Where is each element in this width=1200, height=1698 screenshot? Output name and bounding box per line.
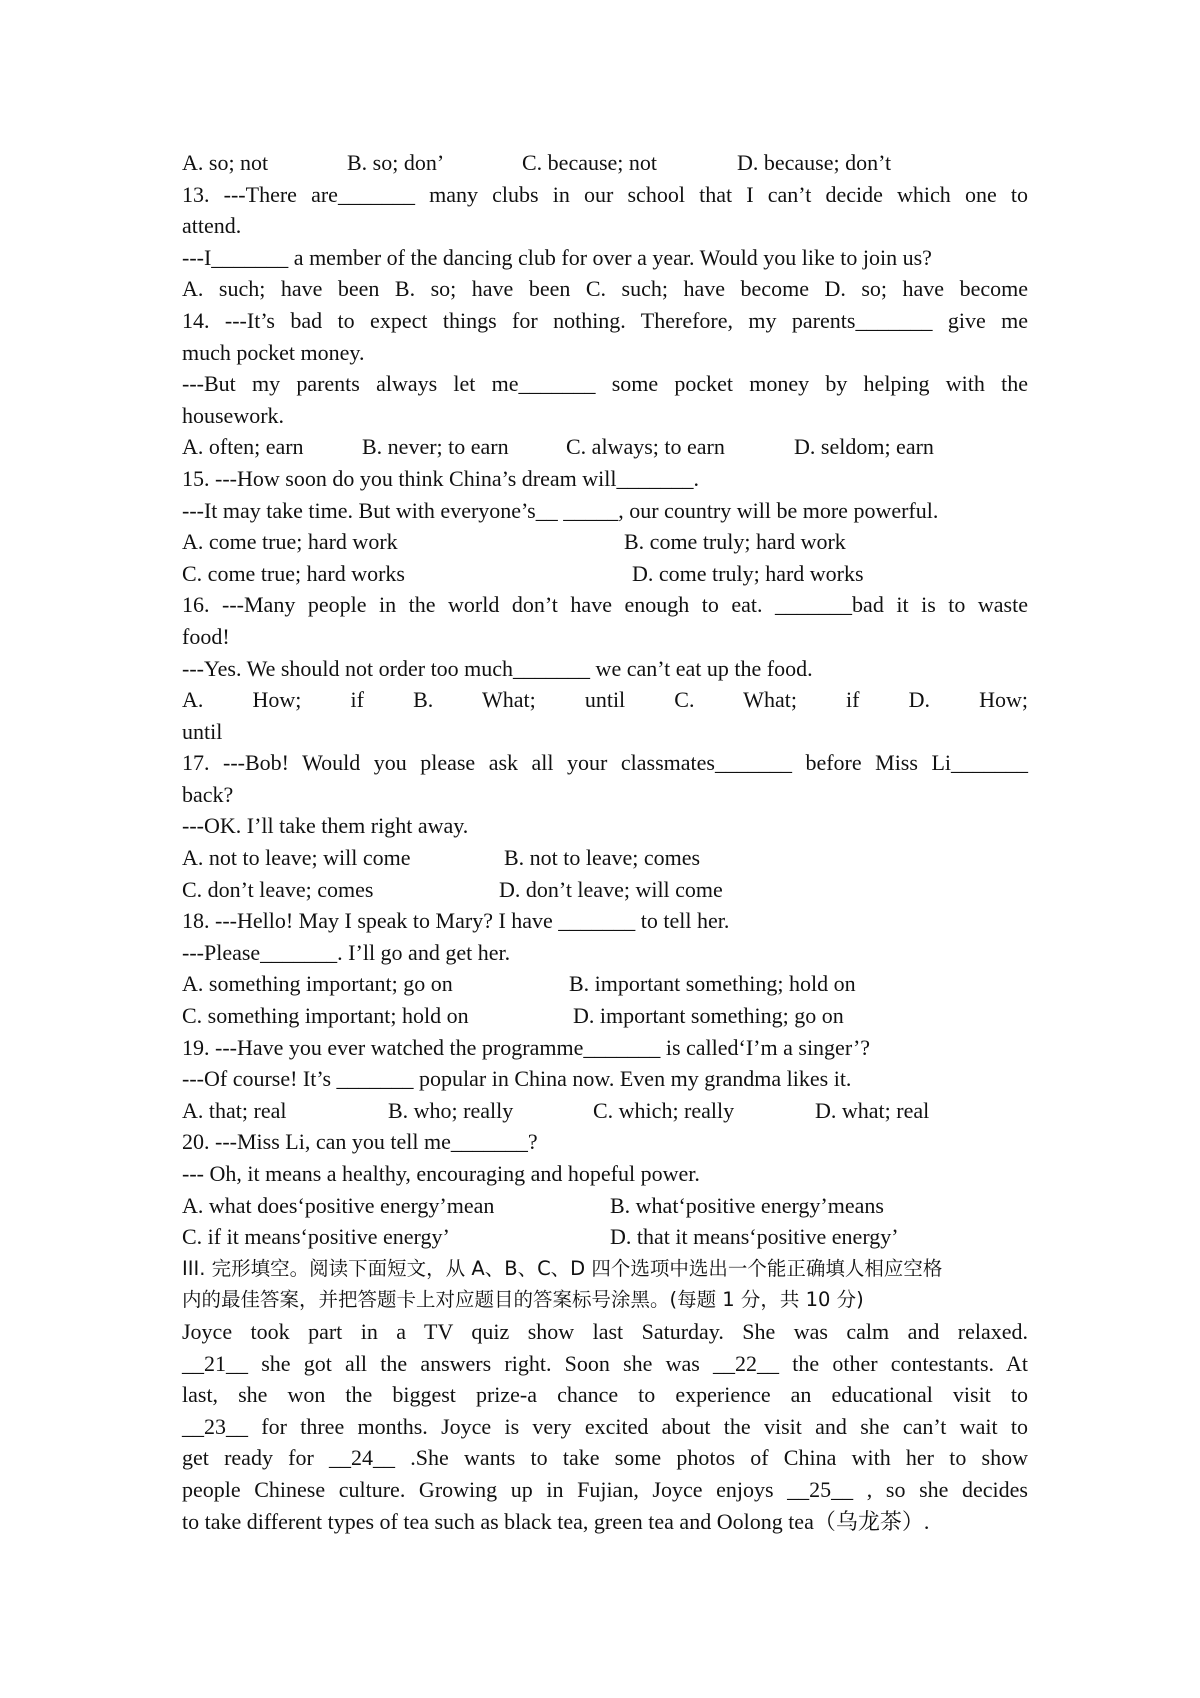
text-line: ---Of course! It’s _______ popular in China now. Even my grandma likes it.	[182, 1066, 852, 1092]
text-line: ---Yes. We should not order too much_______ we can’t eat up the food.	[182, 655, 813, 681]
answer-options-row	[182, 147, 1028, 179]
answer-options-row	[182, 874, 1028, 906]
text-line: A. How; if B. What; until C. What; if D. How;	[182, 687, 1028, 713]
answer-option: A. that; real	[182, 1097, 287, 1123]
text-line: food!	[182, 623, 230, 649]
answer-options-row	[182, 526, 1028, 558]
answer-option: B. so; don’	[347, 150, 445, 175]
answer-option: C. which; really	[593, 1097, 735, 1123]
section-instruction-line: 内的最佳答案，并把答题卡上对应题目的答案标号涂黑。(每题 1 分，共 10 分)	[182, 1288, 864, 1312]
text-line: ---I_______ a member of the dancing club for over a year. Would you like to join us?	[182, 244, 932, 270]
answer-options-row	[182, 431, 1028, 463]
answer-option: C. if it means‘positive energy’	[182, 1224, 450, 1250]
answer-option: A. often; earn	[182, 434, 304, 460]
answer-option: B. come truly; hard work	[624, 529, 846, 555]
answer-options-row	[182, 558, 1028, 590]
text-line: Joyce took part in a TV quiz show last Saturday. She was calm and relaxed.	[182, 1318, 1028, 1344]
answer-option: D. because; don’t	[737, 150, 892, 175]
answer-option: C. come true; hard works	[182, 560, 405, 586]
text-line: --- Oh, it means a healthy, encouraging and hopeful power.	[182, 1161, 700, 1186]
text-line: 16. ---Many people in the world don’t have enough to eat. _______bad it is to waste	[182, 592, 1028, 618]
text-line: __23__ for three months. Joyce is very excited about the visit and she can’t wait to	[182, 1413, 1028, 1439]
text-line: __21__ she got all the answers right. Soon she was __22__ the other contestants. At	[182, 1350, 1028, 1376]
answer-option: D. important something; go on	[573, 1003, 844, 1029]
answer-options-row	[182, 1000, 1028, 1032]
text-line: 15. ---How soon do you think China’s dream will_______.	[182, 465, 699, 491]
answer-options-row	[182, 1221, 1028, 1253]
answer-option: C. something important; hold on	[182, 1003, 469, 1029]
answer-option: B. not to leave; comes	[504, 845, 701, 871]
answer-options-row	[182, 1095, 1028, 1127]
text-line: 17. ---Bob! Would you please ask all your classmates_______ before Miss Li_______	[182, 750, 1028, 776]
answer-option: A. come true; hard work	[182, 529, 398, 555]
text-line: ---OK. I’ll take them right away.	[182, 813, 469, 839]
section-instruction-line: III. 完形填空。阅读下面短文，从 A、B、C、D 四个选项中选出一个能正确填人相应空格	[182, 1256, 943, 1280]
answer-option: D. seldom; earn	[794, 434, 934, 460]
answer-option: B. important something; hold on	[569, 971, 856, 997]
text-line: people Chinese culture. Growing up in Fujian, Joyce enjoys __25__ , so she decides	[182, 1476, 1028, 1502]
answer-option: C. don’t leave; comes	[182, 876, 374, 902]
answer-options-row	[182, 968, 1028, 1000]
text-line: 19. ---Have you ever watched the programme_______ is called‘I’m a singer’?	[182, 1034, 871, 1060]
answer-option: A. something important; go on	[182, 971, 453, 997]
answer-option: D. that it means‘positive energy’	[610, 1224, 899, 1250]
text-line: attend.	[182, 213, 242, 239]
text-line: ---But my parents always let me_______ some pocket money by helping with the	[182, 371, 1028, 397]
text-line: A. such; have been B. so; have been C. such; have become D. so; have become	[182, 276, 1028, 302]
text-line: 13. ---There are_______ many clubs in our school that I can’t decide which one to	[182, 181, 1028, 207]
text-line: much pocket money.	[182, 339, 365, 365]
text-line: back?	[182, 781, 234, 807]
text-line: 18. ---Hello! May I speak to Mary? I have _______ to tell her.	[182, 908, 730, 934]
text-line: last, she won the biggest prize-a chance to experience an educational visit to	[182, 1382, 1028, 1408]
exam-page	[182, 147, 1028, 1537]
answer-option: C. because; not	[522, 150, 658, 175]
answer-option: C. always; to earn	[566, 434, 725, 460]
text-line: ---It may take time. But with everyone’s__ _____, our country will be more powerful.	[182, 497, 939, 523]
text-line: to take different types of tea such as black tea, green tea and Oolong tea（乌龙茶）.	[182, 1508, 930, 1534]
answer-option: D. come truly; hard works	[632, 560, 864, 586]
answer-option: B. never; to earn	[362, 434, 509, 460]
answer-options-row	[182, 842, 1028, 874]
answer-option: A. not to leave; will come	[182, 845, 411, 871]
text-line: ---Please_______. I’ll go and get her.	[182, 939, 511, 965]
answer-option: B. what‘positive energy’means	[610, 1192, 884, 1218]
answer-option: D. don’t leave; will come	[499, 876, 723, 902]
answer-option: B. who; really	[388, 1097, 514, 1123]
text-line: until	[182, 718, 223, 744]
answer-option: D. what; real	[815, 1097, 930, 1123]
answer-options-row	[182, 1190, 1028, 1222]
answer-option: A. what does‘positive energy’mean	[182, 1192, 495, 1218]
text-line: get ready for __24__ .She wants to take some photos of China with her to show	[182, 1445, 1028, 1471]
text-line: 20. ---Miss Li, can you tell me_______?	[182, 1129, 538, 1155]
text-line: 14. ---It’s bad to expect things for nothing. Therefore, my parents_______ give me	[182, 307, 1028, 333]
text-line: housework.	[182, 402, 285, 428]
answer-option: A. so; not	[182, 150, 269, 175]
